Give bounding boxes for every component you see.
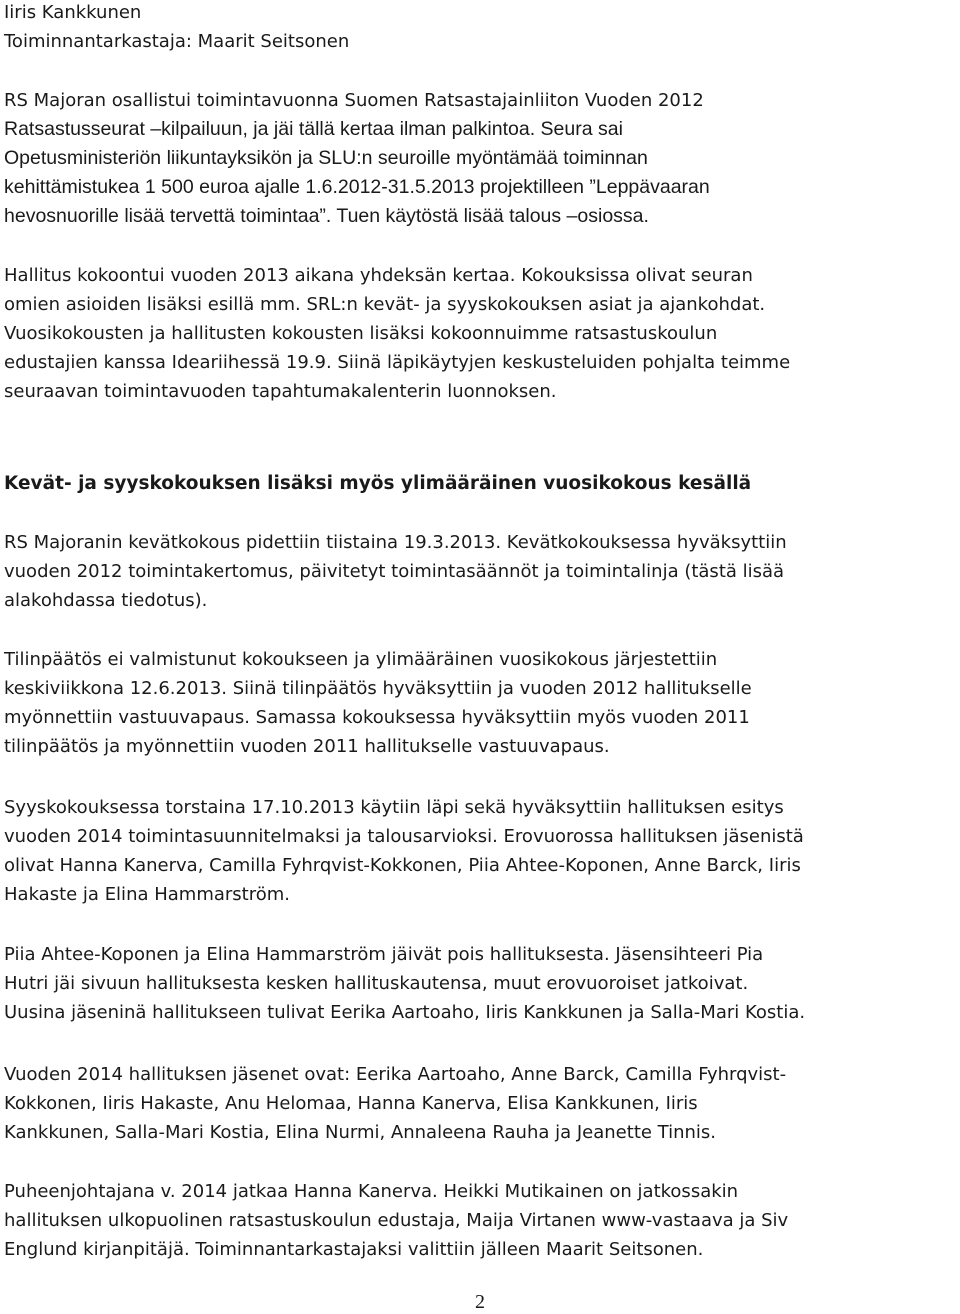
text-line: edustajien kanssa Ideariihessä 19.9. Siinä läpikäytyjen keskusteluiden pohjalta teimme xyxy=(4,352,791,373)
text-line: vuoden 2012 toimintakertomus, päivitetyt toimintasäännöt ja toimintalinja (tästä lisää xyxy=(4,561,785,582)
text-line: Opetusministeriön liikuntayksikön ja SLU:n seuroille myöntämää toiminnan xyxy=(4,147,648,169)
text-line: Uusina jäseninä hallitukseen tulivat Eerika Aartoaho, Iiris Kankkunen ja Salla-Mari Kostia. xyxy=(4,1002,806,1023)
text-line: RS Majoranin kevätkokous pidettiin tiistaina 19.3.2013. Kevätkokouksessa hyväksyttiin xyxy=(4,532,787,553)
text-line: Kankkunen, Salla-Mari Kostia, Elina Nurmi, Annaleena Rauha ja Jeanette Tinnis. xyxy=(4,1122,717,1143)
text-line-name: Iiris Kankkunen xyxy=(4,2,142,23)
text-line: hevosnuorille lisää tervettä toimintaa”. Tuen käytöstä lisää talous –osiossa. xyxy=(4,205,649,227)
text-line: seuraavan toimintavuoden tapahtumakalenterin luonnoksen. xyxy=(4,381,557,402)
text-line: Puheenjohtajana v. 2014 jatkaa Hanna Kanerva. Heikki Mutikainen on jatkossakin xyxy=(4,1181,739,1202)
text-line: vuoden 2014 toimintasuunnitelmaksi ja talousarvioksi. Erovuorossa hallituksen jäsenistä xyxy=(4,826,804,847)
text-line: Tilinpäätös ei valmistunut kokoukseen ja ylimääräinen vuosikokous järjestettiin xyxy=(4,649,718,670)
text-line: Hallitus kokoontui vuoden 2013 aikana yhdeksän kertaa. Kokouksissa olivat seuran xyxy=(4,265,753,286)
text-line-auditor: Toiminnantarkastaja: Maarit Seitsonen xyxy=(4,31,350,52)
text-line: alakohdassa tiedotus). xyxy=(4,590,208,611)
text-line: keskiviikkona 12.6.2013. Siinä tilinpäätös hyväksyttiin ja vuoden 2012 hallitukselle xyxy=(4,678,752,699)
text-line: hallituksen ulkopuolinen ratsastuskoulun edustaja, Maija Virtanen www-vastaava ja Siv xyxy=(4,1210,789,1231)
text-line: Kokkonen, Iiris Hakaste, Anu Helomaa, Hanna Kanerva, Elisa Kankkunen, Iiris xyxy=(4,1093,698,1114)
text-line: tilinpäätös ja myönnettiin vuoden 2011 hallitukselle vastuuvapaus. xyxy=(4,736,610,757)
text-line: RS Majoran osallistui toimintavuonna Suomen Ratsastajainliiton Vuoden 2012 xyxy=(4,90,704,111)
text-line: olivat Hanna Kanerva, Camilla Fyhrqvist-Kokkonen, Piia Ahtee-Koponen, Anne Barck, Iiris xyxy=(4,855,801,876)
page-number: 2 xyxy=(475,1291,485,1313)
text-line: Piia Ahtee-Koponen ja Elina Hammarström jäivät pois hallituksesta. Jäsensihteeri Pia xyxy=(4,944,764,965)
text-line: kehittämistukea 1 500 euroa ajalle 1.6.2012-31.5.2013 projektilleen ”Leppävaaran xyxy=(4,176,710,198)
text-line: myönnettiin vastuuvapaus. Samassa kokouksessa hyväksyttiin myös vuoden 2011 xyxy=(4,707,750,728)
text-line: Englund kirjanpitäjä. Toiminnantarkastajaksi valittiin jälleen Maarit Seitsonen. xyxy=(4,1239,704,1260)
text-line: Hutri jäi sivuun hallituksesta kesken hallituskautensa, muut erovuoroiset jatkoivat. xyxy=(4,973,749,994)
text-line: Syyskokouksessa torstaina 17.10.2013 käytiin läpi sekä hyväksyttiin hallituksen esitys xyxy=(4,797,784,818)
text-line: Hakaste ja Elina Hammarström. xyxy=(4,884,290,905)
text-line: Vuoden 2014 hallituksen jäsenet ovat: Eerika Aartoaho, Anne Barck, Camilla Fyhrqvist- xyxy=(4,1064,787,1085)
section-heading: Kevät- ja syyskokouksen lisäksi myös ylimääräinen vuosikokous kesällä xyxy=(4,473,752,494)
text-line: Vuosikokousten ja hallitusten kokousten lisäksi kokoonnuimme ratsastuskoulun xyxy=(4,323,718,344)
text-line: Ratsastusseurat –kilpailuun, ja jäi tällä kertaa ilman palkintoa. Seura sai xyxy=(4,118,623,140)
text-line: omien asioiden lisäksi esillä mm. SRL:n kevät- ja syyskokouksen asiat ja ajankohdat. xyxy=(4,294,766,315)
